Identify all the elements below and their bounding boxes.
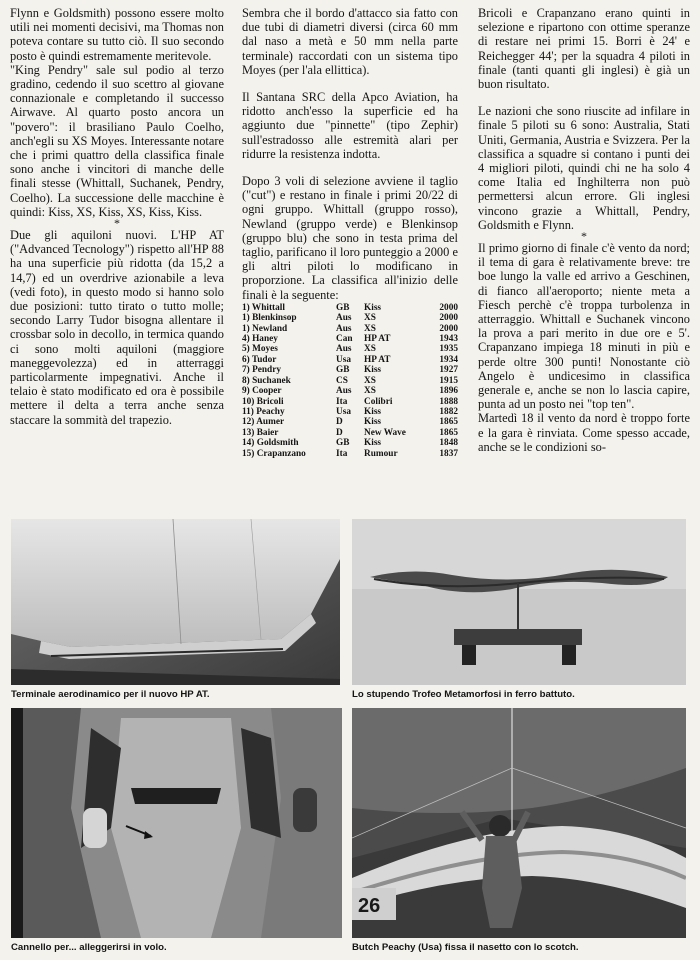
ranking-row xyxy=(242,386,458,396)
ranking-row xyxy=(242,313,458,323)
ranking-points: 1848 xyxy=(439,438,458,449)
ranking-pilot: 14) Goldsmith xyxy=(242,438,299,449)
ranking-nation: Aus xyxy=(336,323,352,334)
ranking-glider: HP AT xyxy=(364,334,391,345)
ranking-points: 2000 xyxy=(439,313,458,324)
section-separator: * xyxy=(114,216,120,231)
paragraph: Il Santana SRC della Apco Aviation, ha ridotto anch'esso la superficie ed ha aggiunto due "pinnette" (tipo Zephir) sull'estradosso alle estremità alari per ridurre la resistenza indotta. xyxy=(242,90,458,161)
ranking-pilot: 6) Tudor xyxy=(242,354,277,365)
ranking-row xyxy=(242,355,458,365)
ranking-nation: Ita xyxy=(336,396,348,407)
ranking-points: 1888 xyxy=(439,396,458,407)
ranking-row xyxy=(242,334,458,344)
ranking-points: 1927 xyxy=(439,365,458,376)
ranking-row xyxy=(242,365,458,375)
ranking-nation: Aus xyxy=(336,344,352,355)
sail-number: 26 xyxy=(358,895,381,917)
paragraph: Il primo giorno di finale c'è vento da nord; il tema di gara è relativamente breve: tre boe lungo la valle ed arrivo a Geschinen, di fianco all'aeroporto; niente meta a Fiesch perchè c'è troppa turbolenza in atterraggio. Whittall e Suchanek vincono la prova a pari merito in due ore e 5'. Crapanzano impiega 18 minuti in più e perde oltre 300 punti! Nonostante ciò Angelo è undicesimo in classifica generale e, anche se non lo lascia capire, punta ad un posto nei "top ten". xyxy=(478,241,690,412)
article-column-2 xyxy=(242,6,458,459)
ranking-pilot: 9) Cooper xyxy=(242,386,282,397)
ranking-nation: GB xyxy=(336,365,350,376)
ranking-nation: CS xyxy=(336,375,348,386)
ranking-nation: Can xyxy=(336,334,353,345)
paragraph: Le nazioni che sono riuscite ad infilare in finale 5 piloti su 6 sono: Australia, Stati Uniti, Germania, Austria e Svizzera. Per la classifica a squadre si contano i punti dei 4 migliori piloti, quindi chi ne ha solo 4 come Italia ed Inghilterra non può permettersi alcun errore. Gli inglesi vincono grazie a Whittall, Pendry, Goldsmith e Flynn. xyxy=(478,104,690,232)
ranking-row xyxy=(242,449,458,459)
ranking-glider: New Wave xyxy=(364,427,406,438)
article-column-3 xyxy=(478,6,690,454)
ranking-pilot: 10) Bricoli xyxy=(242,396,284,407)
photo-pilot-harness xyxy=(11,708,342,938)
ranking-row xyxy=(242,303,458,313)
ranking-points: 2000 xyxy=(439,323,458,334)
ranking-row xyxy=(242,438,458,448)
photo-trophy xyxy=(352,519,686,685)
paragraph: Dopo 3 voli di selezione avviene il taglio ("cut") e restano in finale i primi 20/22 di ogni gruppo. Whittall (gruppo rosso), Newland (gruppo verde) e Blenkinsop (gruppo blu) che sono in testa prima del taglio, parificano il loro punteggio a 2000 e gli altri piloti lo modificano in proporzione. La classifica all'inizio delle finali è la seguente: xyxy=(242,174,458,302)
ranking-points: 1865 xyxy=(439,417,458,428)
photo-glider-pilot xyxy=(352,708,686,938)
ranking-pilot: 12) Aumer xyxy=(242,417,285,428)
ranking-points: 1896 xyxy=(439,386,458,397)
ranking-pilot: 8) Suchanek xyxy=(242,375,291,386)
ranking-points: 1934 xyxy=(439,354,458,365)
ranking-pilot: 15) Crapanzano xyxy=(242,448,306,459)
ranking-points: 1882 xyxy=(439,406,458,417)
ranking-glider: XS xyxy=(364,313,376,324)
ranking-glider: XS xyxy=(364,344,376,355)
photo-caption: Terminale aerodinamico per il nuovo HP AT. xyxy=(11,689,210,700)
ranking-glider: Kiss xyxy=(364,406,382,417)
ranking-pilot: 13) Baier xyxy=(242,427,279,438)
ranking-nation: Aus xyxy=(336,313,352,324)
ranking-table xyxy=(242,303,458,459)
ranking-glider: Kiss xyxy=(364,417,382,428)
photo-caption: Lo stupendo Trofeo Metamorfosi in ferro battuto. xyxy=(352,689,575,700)
ranking-pilot: 1) Blenkinsop xyxy=(242,313,297,324)
section-separator: * xyxy=(581,229,587,244)
ranking-glider: XS xyxy=(364,386,376,397)
ranking-nation: Usa xyxy=(336,406,351,417)
ranking-nation: D xyxy=(336,427,343,438)
ranking-pilot: 7) Pendry xyxy=(242,365,281,376)
ranking-glider: Kiss xyxy=(364,438,382,449)
ranking-glider: XS xyxy=(364,375,376,386)
photo-caption: Butch Peachy (Usa) fissa il nasetto con lo scotch. xyxy=(352,942,579,953)
ranking-row xyxy=(242,376,458,386)
ranking-row xyxy=(242,417,458,427)
ranking-row xyxy=(242,324,458,334)
ranking-glider: HP AT xyxy=(364,354,391,365)
ranking-row xyxy=(242,344,458,354)
photo-caption: Cannello per... alleggerirsi in volo. xyxy=(11,942,167,953)
ranking-pilot: 1) Newland xyxy=(242,323,288,334)
photo-wing-tip xyxy=(11,519,340,685)
article-column-1 xyxy=(10,6,224,427)
paragraph: Martedì 18 il vento da nord è troppo forte e la gara è rinviata. Come spesso accade, anche se le condizioni so- xyxy=(478,411,690,454)
ranking-points: 1915 xyxy=(439,375,458,386)
ranking-glider: Rumour xyxy=(364,448,398,459)
paragraph: Sembra che il bordo d'attacco sia fatto con due tubi di diametri diversi (circa 60 mm dal naso a metà e 50 mm nella parte terminale) raccordati con un sistema tipo Moyes (per l'ala ellittica). xyxy=(242,6,458,77)
ranking-points: 2000 xyxy=(439,302,458,313)
ranking-nation: GB xyxy=(336,438,350,449)
ranking-glider: XS xyxy=(364,323,376,334)
ranking-nation: D xyxy=(336,417,343,428)
ranking-points: 1935 xyxy=(439,344,458,355)
paragraph: Bricoli e Crapanzano erano quinti in selezione e ripartono con ottime speranze di restare nei primi 15. Borri è 24' e Reichegger 44'; per la squadra 4 piloti in finale (tanti quanti gli inglesi) è già un buon risultato. xyxy=(478,6,690,92)
ranking-nation: Ita xyxy=(336,448,348,459)
paragraph: Flynn e Goldsmith) possono essere molto utili nei momenti decisivi, ma Thomas non poteva contare su tutto ciò. Il suo secondo posto è quindi estremamente meritevole. xyxy=(10,6,224,63)
ranking-points: 1865 xyxy=(439,427,458,438)
ranking-points: 1943 xyxy=(439,334,458,345)
ranking-points: 1837 xyxy=(439,448,458,459)
ranking-pilot: 1) Whittall xyxy=(242,302,285,313)
ranking-nation: GB xyxy=(336,302,350,313)
paragraph: Due gli aquiloni nuovi. L'HP AT ("Advanced Tecnology") rispetto all'HP 88 ha una superficie più ridotta (da 15,2 a 14,7) ed un overdrive azionabile a leva (vedi foto), in questo modo si hanno solo due posizioni: tutto tirato o tutto molle; secondo Larry Tudor bisogna allentare il crossbar solo in decollo, in termica quando ci sono molti aquiloni (maggiore maneggevolezza) ed in atterraggi particolarmente impegnativi. Anche il telaio è stato modificato ed ora è possibile mettere il delta a terra anche senza staccare la sommità del trapezio. xyxy=(10,228,224,427)
paragraph: "King Pendry" sale sul podio al terzo gradino, cedendo il suo scettro al giovane connazionale e completando il successo Airwave. Al quarto posto ancora un "povero": il brasiliano Paulo Coelho, anch'egli su XS Moyes. Interessante notare che i primi quattro della classifica finale sono anche i vincitori di manche delle finali stesse (Whittall, Suchanek, Pendry, Coelho). La successione delle macchine è quindi: Kiss, XS, Kiss, XS, Kiss, Kiss. xyxy=(10,62,224,219)
ranking-pilot: 4) Haney xyxy=(242,334,278,345)
ranking-row xyxy=(242,397,458,407)
ranking-pilot: 5) Moyes xyxy=(242,344,278,355)
ranking-glider: Colibri xyxy=(364,396,393,407)
ranking-row xyxy=(242,407,458,417)
ranking-glider: Kiss xyxy=(364,365,382,376)
ranking-row xyxy=(242,428,458,438)
ranking-glider: Kiss xyxy=(364,302,382,313)
ranking-pilot: 11) Peachy xyxy=(242,406,285,417)
ranking-nation: Aus xyxy=(336,386,352,397)
ranking-nation: Usa xyxy=(336,354,351,365)
